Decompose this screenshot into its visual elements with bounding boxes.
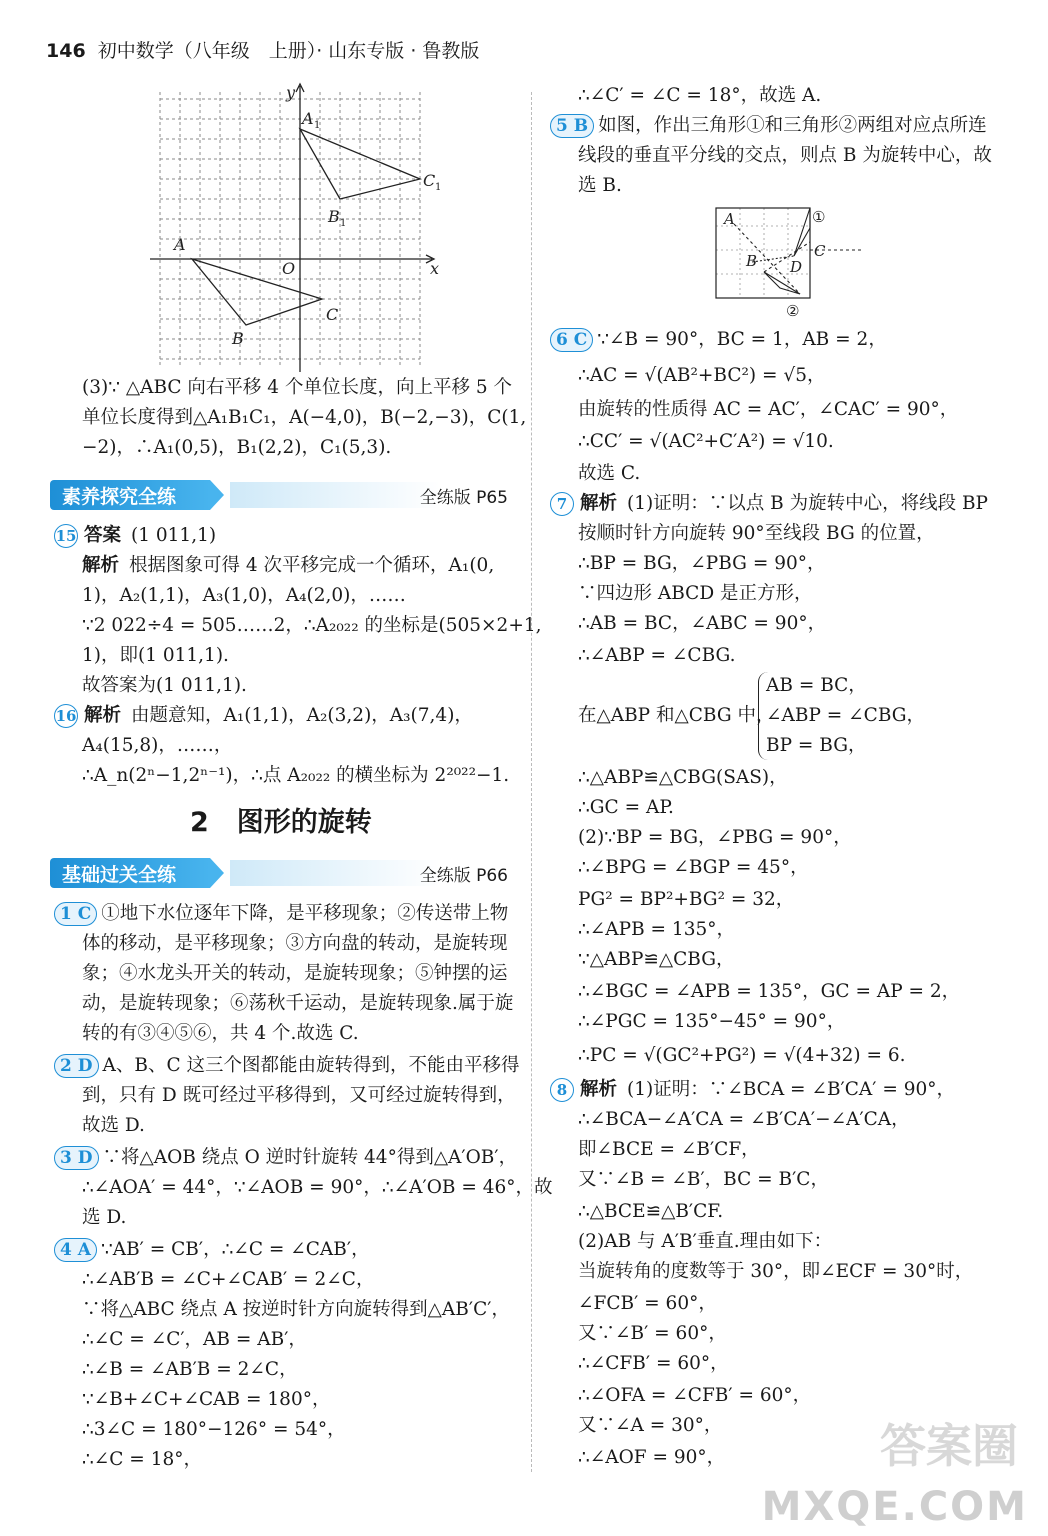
q15-line-2: 1)，A₂(1,1)，A₃(1,0)，A₄(2,0)，…… <box>82 585 406 606</box>
q4-tag: 4 A <box>54 1238 97 1262</box>
q8-line-9: 又∵∠B′ = 60°， <box>578 1323 727 1344</box>
q7-line-6: ∴∠ABP = ∠CBG. <box>578 645 736 666</box>
q4-text: ∵AB′ = CB′，∴∠C = ∠CAB′， <box>100 1239 370 1260</box>
rotation-figure <box>712 202 868 322</box>
q8-line-12: 又∵∠A = 30°， <box>578 1415 723 1436</box>
q1-line-1 <box>54 900 508 928</box>
banner-basic-ref: 全练版 P66 <box>419 866 508 886</box>
watermark-text: MXQE.COM <box>761 1484 1028 1530</box>
q8-line-8: ∠FCB′ = 60°， <box>578 1293 717 1314</box>
column-divider <box>531 92 532 1472</box>
q7-number: 7 <box>550 492 574 516</box>
q8-line-11: ∴∠OFA = ∠CFB′ = 60°， <box>578 1385 812 1406</box>
q8-line-10: ∴∠CFB′ = 60°， <box>578 1353 729 1374</box>
banner-literacy-ref: 全练版 P65 <box>419 488 508 508</box>
banner-basic-title: 基础过关全练 <box>62 864 177 886</box>
q6-line-1 <box>550 326 887 354</box>
q4-line-7: ∴3∠C = 180°−126° = 54°， <box>82 1419 346 1440</box>
q4-line-1 <box>54 1236 370 1264</box>
q7-line-3: ∴BP = BG，∠PBG = 90°， <box>578 553 826 574</box>
q5-line-3: 选 B. <box>578 175 622 196</box>
label-x: x <box>430 259 440 278</box>
q16-number: 16 <box>54 704 78 728</box>
q4-line-2: ∴∠AB′B = ∠C+∠CAB′ = 2∠C， <box>82 1269 375 1290</box>
q8-line-1 <box>550 1076 955 1104</box>
section-number: 2 <box>190 807 209 838</box>
fig5-a: A <box>724 210 735 228</box>
q15-answer-label: 答案 <box>84 525 122 546</box>
banner-literacy <box>50 480 508 510</box>
fig5-c: C <box>814 242 826 260</box>
q16-analysis-label: 解析 <box>84 705 122 726</box>
q15-line-5: 故答案为(1 011,1). <box>82 675 247 696</box>
q8-line-7: 当旋转角的度数等于 30°，即∠ECF = 30°时， <box>578 1261 974 1282</box>
label-c1-sub: 1 <box>435 182 442 193</box>
q16-line-2: A₄(15,8)，……， <box>82 735 233 756</box>
q15-line-4: 1)，即(1 011,1). <box>82 645 229 666</box>
q7-line-9: (2)∵BP = BG，∠PBG = 90°， <box>578 827 852 848</box>
q6-line-3: 由旋转的性质得 AC = AC′，∠CAC′ = 90°， <box>578 399 959 420</box>
label-a1-sub: 1 <box>314 120 321 131</box>
banner-literacy-title: 素养探究全练 <box>62 486 177 508</box>
book-title: 初中数学（八年级 上册）· 山东专版 · 鲁教版 <box>97 40 480 62</box>
q1-line-3: 象；④水龙头开关的转动，是旋转现象；⑤钟摆的运 <box>82 963 508 984</box>
q7-text: (1)证明：∵以点 B 为旋转中心，将线段 BP <box>627 493 989 514</box>
q3-line-1 <box>54 1144 517 1172</box>
q7-line-2: 按顺时针方向旋转 90°至线段 BG 的位置， <box>578 523 935 544</box>
q8-analysis-label: 解析 <box>580 1079 618 1100</box>
fig5-b: B <box>746 252 758 270</box>
fig5-d: D <box>790 258 803 276</box>
q3-tag: 3 D <box>54 1146 99 1170</box>
q15-line-1 <box>82 552 494 580</box>
q2-line-1 <box>54 1052 520 1080</box>
fig5-circle-2: ② <box>786 302 800 320</box>
q7-line-11: PG² = BP²+BG² = 32， <box>578 889 795 910</box>
q16-text: 由题意知，A₁(1,1)，A₂(3,2)，A₃(7,4)， <box>131 705 473 726</box>
q7-analysis-label: 解析 <box>580 493 618 514</box>
q7-line-7: ∴△ABP≌△CBG(SAS)， <box>578 767 788 788</box>
label-a: A <box>174 235 186 254</box>
label-y: y <box>286 83 296 102</box>
label-origin: O <box>282 259 296 278</box>
q6-line-2: ∴AC = √(AB²+BC²) = √5， <box>578 365 826 386</box>
q7-brace-line-3: BP = BG， <box>766 735 867 756</box>
q7-line-1 <box>550 490 988 518</box>
q8-text: (1)证明：∵∠BCA = ∠B′CA′ = 90°， <box>627 1079 956 1100</box>
q3-line-2: ∴∠AOA′ = 44°，∵∠AOB = 90°，∴∠A′OB = 46°，故 <box>82 1177 553 1198</box>
q4-line-6: ∵∠B+∠C+∠CAB = 180°， <box>82 1389 331 1410</box>
q15-line-3: ∵2 022÷4 = 505……2，∴A₂₀₂₂ 的坐标是(505×2+1, <box>82 615 542 636</box>
q15-answer <box>54 522 216 550</box>
q8-line-3: 即∠BCE = ∠B′CF， <box>578 1139 760 1160</box>
q8-line-5: ∴△BCE≌△B′CF. <box>578 1201 724 1222</box>
q7-line-16: ∴PC = √(GC²+PG²) = √(4+32) = 6. <box>578 1045 906 1066</box>
q3-text: ∵将△AOB 绕点 O 逆时针旋转 44°得到△A′OB′， <box>102 1147 518 1168</box>
p3-line-3: −2)，∴A₁(0,5)，B₁(2,2)，C₁(5,3). <box>82 437 392 458</box>
q7-line-12: ∴∠APB = 135°， <box>578 919 735 940</box>
section-title: 图形的旋转 <box>236 807 372 838</box>
q6-tag: 6 C <box>550 328 593 352</box>
q4-line-5: ∴∠B = ∠AB′B = 2∠C， <box>82 1359 298 1380</box>
q15-analysis-label: 解析 <box>82 555 120 576</box>
q16-line-3: ∴A_n(2ⁿ−1,2ⁿ⁻¹)，∴点 A₂₀₂₂ 的横坐标为 2²⁰²²−1. <box>82 765 510 786</box>
q8-line-13: ∴∠AOF = 90°， <box>578 1447 726 1468</box>
q7-line-4: ∵四边形 ABCD 是正方形， <box>578 583 813 604</box>
watermark-logo: 答案圈 <box>880 1419 1018 1473</box>
q7-line-5: ∴AB = BC，∠ABC = 90°， <box>578 613 827 634</box>
q4-line-8: ∴∠C = 18°， <box>82 1449 202 1470</box>
q15-answer-value: (1 011,1) <box>131 525 217 546</box>
q2-tag: 2 D <box>54 1054 99 1078</box>
p3-line-1: (3)∵ △ABC 向右平移 4 个单位长度，向上平移 5 个 <box>82 377 512 398</box>
q8-line-6: (2)AB 与 A′B′垂直.理由如下： <box>578 1231 833 1252</box>
q7-line-14: ∴∠BGC = ∠APB = 135°，GC = AP = 2， <box>578 981 961 1002</box>
q5-text: 如图，作出三角形①和三角形②两组对应点所连 <box>598 115 987 136</box>
coordinate-graph <box>150 82 450 372</box>
q2-line-2: 到，只有 D 既可经过平移得到，又可经过旋转得到， <box>82 1085 516 1106</box>
q8-line-2: ∴∠BCA−∠A′CA = ∠B′CA′−∠A′CA， <box>578 1109 910 1130</box>
q1-line-5: 转的有③④⑤⑥，共 4 个.故选 C. <box>82 1023 359 1044</box>
fig5-circle-1: ① <box>812 208 826 226</box>
q7-line-13: ∵△ABP≌△CBG， <box>578 949 735 970</box>
q7-line-10: ∴∠BPG = ∠BGP = 45°， <box>578 857 809 878</box>
q6-line-5: 故选 C. <box>578 463 641 484</box>
banner-basic <box>50 858 508 888</box>
label-b: B <box>232 329 244 348</box>
q7-line-15: ∴∠PGC = 135°−45° = 90°， <box>578 1011 846 1032</box>
q7-brace-line-2: ∠ABP = ∠CBG， <box>766 705 926 726</box>
q4-line-3: ∵将△ABC 绕点 A 按逆时针方向旋转得到△AB′C′， <box>82 1299 510 1320</box>
q6-line-4: ∴CC′ = √(AC²+C′A²) = √10. <box>578 431 834 452</box>
q15-number: 15 <box>54 524 78 548</box>
q4-conclusion: ∴∠C′ = ∠C = 18°，故选 A. <box>578 85 822 106</box>
q7-line-8: ∴GC = AP. <box>578 797 674 818</box>
label-c: C <box>326 305 339 324</box>
label-c1: C <box>423 171 436 190</box>
q4-line-4: ∴∠C = ∠C′，AB = AB′， <box>82 1329 307 1350</box>
q8-number: 8 <box>550 1078 574 1102</box>
q7-brace-intro: 在△ABP 和△CBG 中， <box>578 705 775 726</box>
q3-line-3: 选 D. <box>82 1207 127 1228</box>
q5-tag: 5 B <box>550 114 594 138</box>
q5-line-1 <box>550 112 987 140</box>
q2-text: A、B、C 这三个图都能由旋转得到，不能由平移得 <box>102 1055 520 1076</box>
label-b1: B <box>328 207 340 226</box>
q1-line-4: 动，是旋转现象；⑥荡秋千运动，是旋转现象.属于旋 <box>82 993 514 1014</box>
q2-line-3: 故选 D. <box>82 1115 145 1136</box>
q1-line-2: 体的移动，是平移现象；③方向盘的转动，是旋转现 <box>82 933 508 954</box>
q1-tag: 1 C <box>54 902 97 926</box>
q1-text: ①地下水位逐年下降，是平移现象；②传送带上物 <box>101 903 509 924</box>
section-heading <box>190 800 400 839</box>
q8-line-4: 又∵∠B = ∠B′，BC = B′C， <box>578 1169 829 1190</box>
q16-line-1 <box>54 702 473 730</box>
q15-text: 根据图象可得 4 次平移完成一个循环，A₁(0, <box>129 555 495 576</box>
label-b1-sub: 1 <box>340 218 347 229</box>
q7-brace-line-1: AB = BC， <box>766 675 867 696</box>
label-a1: A <box>302 109 314 128</box>
q5-line-2: 线段的垂直平分线的交点，则点 B 为旋转中心，故 <box>578 145 992 166</box>
page-number: 146 <box>46 40 86 62</box>
q6-text: ∵∠B = 90°，BC = 1，AB = 2， <box>597 329 887 350</box>
p3-line-2: 单位长度得到△A₁B₁C₁，A(−4,0)，B(−2,−3)，C(1, <box>82 407 527 428</box>
page-header <box>46 36 479 63</box>
